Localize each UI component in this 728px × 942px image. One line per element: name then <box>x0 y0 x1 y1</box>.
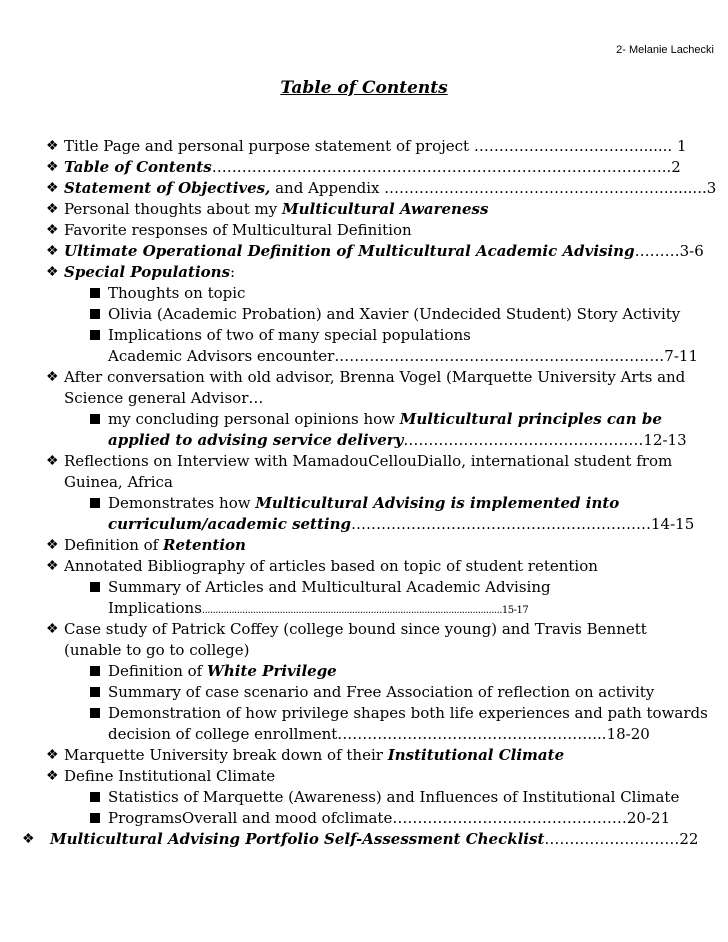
toc-entry-page-dots: …………………………………………………………7-11 <box>334 347 698 365</box>
square-bullet-icon <box>90 708 100 718</box>
toc-entry-text: Special Populations: <box>64 263 236 281</box>
toc-entry-page-dots: ……………………………………………...18-20 <box>337 725 650 743</box>
toc-entry-text: Favorite responses of Multicultural Definition <box>64 221 412 239</box>
toc-entry-text: Personal thoughts about my Multicultural Awareness <box>64 200 489 218</box>
square-bullet-icon <box>90 309 100 319</box>
diamond-bullet-icon: ❖ <box>46 747 59 763</box>
toc-entry-text: Implications of two of many special populations <box>108 326 471 344</box>
toc-entry-text: Definition of White Privilege <box>108 662 337 680</box>
square-bullet-icon <box>90 414 100 424</box>
toc-entry-text: applied to advising service delivery…………………………………………12-13 <box>108 431 687 449</box>
toc-entry-text: Olivia (Academic Probation) and Xavier (Undecided Student) Story Activity <box>108 305 681 323</box>
toc-entry-text: Define Institutional Climate <box>64 767 276 785</box>
square-bullet-icon <box>90 813 100 823</box>
diamond-bullet-icon: ❖ <box>46 768 59 784</box>
toc-entry-text: Multicultural Advising Portfolio Self-Assessment Checklist………………………22 <box>50 830 699 848</box>
diamond-bullet-icon: ❖ <box>46 558 59 574</box>
diamond-bullet-icon: ❖ <box>46 264 59 280</box>
toc-entry-text: After conversation with old advisor, Brenna Vogel (Marquette University Arts and <box>64 368 686 386</box>
toc-entry-text: Definition of Retention <box>64 536 246 554</box>
square-bullet-icon <box>90 498 100 508</box>
toc-entry-page-dots: ……………………………....... 1 <box>473 137 687 155</box>
square-bullet-icon <box>90 666 100 676</box>
toc-entry-text: Annotated Bibliography of articles based on topic of student retention <box>64 557 598 575</box>
toc-entry-text: Demonstrates how Multicultural Advising is implemented into <box>108 494 620 512</box>
diamond-bullet-icon: ❖ <box>46 222 59 238</box>
toc-entry-text: Demonstration of how privilege shapes both life experiences and path towards <box>108 704 708 722</box>
diamond-bullet-icon: ❖ <box>46 201 59 217</box>
toc-entry-text: Science general Advisor… <box>64 389 264 407</box>
diamond-bullet-icon: ❖ <box>46 180 59 196</box>
diamond-bullet-icon: ❖ <box>46 621 59 637</box>
toc-entry-text: Thoughts on topic <box>108 284 246 302</box>
toc-entry-page-dots: ……………………..…………………20-21 <box>392 809 671 827</box>
toc-entry-text: Implications................................................................................................................15-17 <box>108 599 529 617</box>
toc-entry-text: ProgramsOverall and mood ofclimate……………………..…………………20-21 <box>108 809 671 827</box>
toc-entry-text: Summary of Articles and Multicultural Academic Advising <box>108 578 551 596</box>
diamond-bullet-icon: ❖ <box>46 537 59 553</box>
toc-entry-text: Reflections on Interview with MamadouCellouDiallo, international student from <box>64 452 673 470</box>
toc-entry-page-dots: ……………………………………………………14-15 <box>351 515 695 533</box>
diamond-bullet-icon: ❖ <box>46 243 59 259</box>
toc-entry-text: Table of Contents………………………………………………………………………………..2 <box>64 158 681 176</box>
page-title: Table of Contents <box>280 78 448 98</box>
toc-entry-page-dots: ………………………………………………………………………………..2 <box>211 158 681 176</box>
toc-entry-page-dots: .………………………………………………..........3 <box>384 179 717 197</box>
toc-entry-text: (unable to go to college) <box>64 641 250 659</box>
square-bullet-icon <box>90 687 100 697</box>
square-bullet-icon <box>90 330 100 340</box>
toc-entry-text: Case study of Patrick Coffey (college bound since young) and Travis Bennett <box>64 620 647 638</box>
toc-entry-text: my concluding personal opinions how Multicultural principles can be <box>108 410 662 428</box>
toc-entry-text: Marquette University break down of their Institutional Climate <box>64 746 565 764</box>
toc-entry-text: decision of college enrollment……………………………………………...18-20 <box>108 725 650 743</box>
square-bullet-icon <box>90 792 100 802</box>
square-bullet-icon <box>90 582 100 592</box>
toc-entry-text: Ultimate Operational Definition of Multicultural Academic Advising………3-6 <box>64 242 704 260</box>
diamond-bullet-icon: ❖ <box>46 453 59 469</box>
diamond-bullet-icon: ❖ <box>46 138 59 154</box>
diamond-bullet-icon: ❖ <box>22 831 35 847</box>
toc-entry-page-dots: ………………………22 <box>544 830 699 848</box>
toc-entry-text: Academic Advisors encounter…………………………………………………………7-11 <box>108 347 698 365</box>
toc-entry-text: Summary of case scenario and Free Association of reflection on activity <box>108 683 655 701</box>
toc-entry-text: curriculum/academic setting……………………………………………………14-15 <box>108 515 695 533</box>
toc-entry-text: Statement of Objectives, and Appendix .………………………………………………..........3 <box>64 179 717 197</box>
toc-entry-page-dots: ………3-6 <box>634 242 704 260</box>
toc-entry-text: Statistics of Marquette (Awareness) and Influences of Institutional Climate <box>108 788 680 806</box>
page-header-label: 2- Melanie Lachecki <box>616 44 714 56</box>
toc-entry-text: Guinea, Africa <box>64 473 173 491</box>
square-bullet-icon <box>90 288 100 298</box>
toc-entry-text: Title Page and personal purpose statement of project ……………………………....... 1 <box>64 137 687 155</box>
diamond-bullet-icon: ❖ <box>46 159 59 175</box>
toc-entry-page-dots: ................................................................................................................15-17 <box>201 605 529 616</box>
toc-entry-page-dots: …………………………………………12-13 <box>403 431 687 449</box>
diamond-bullet-icon: ❖ <box>46 369 59 385</box>
